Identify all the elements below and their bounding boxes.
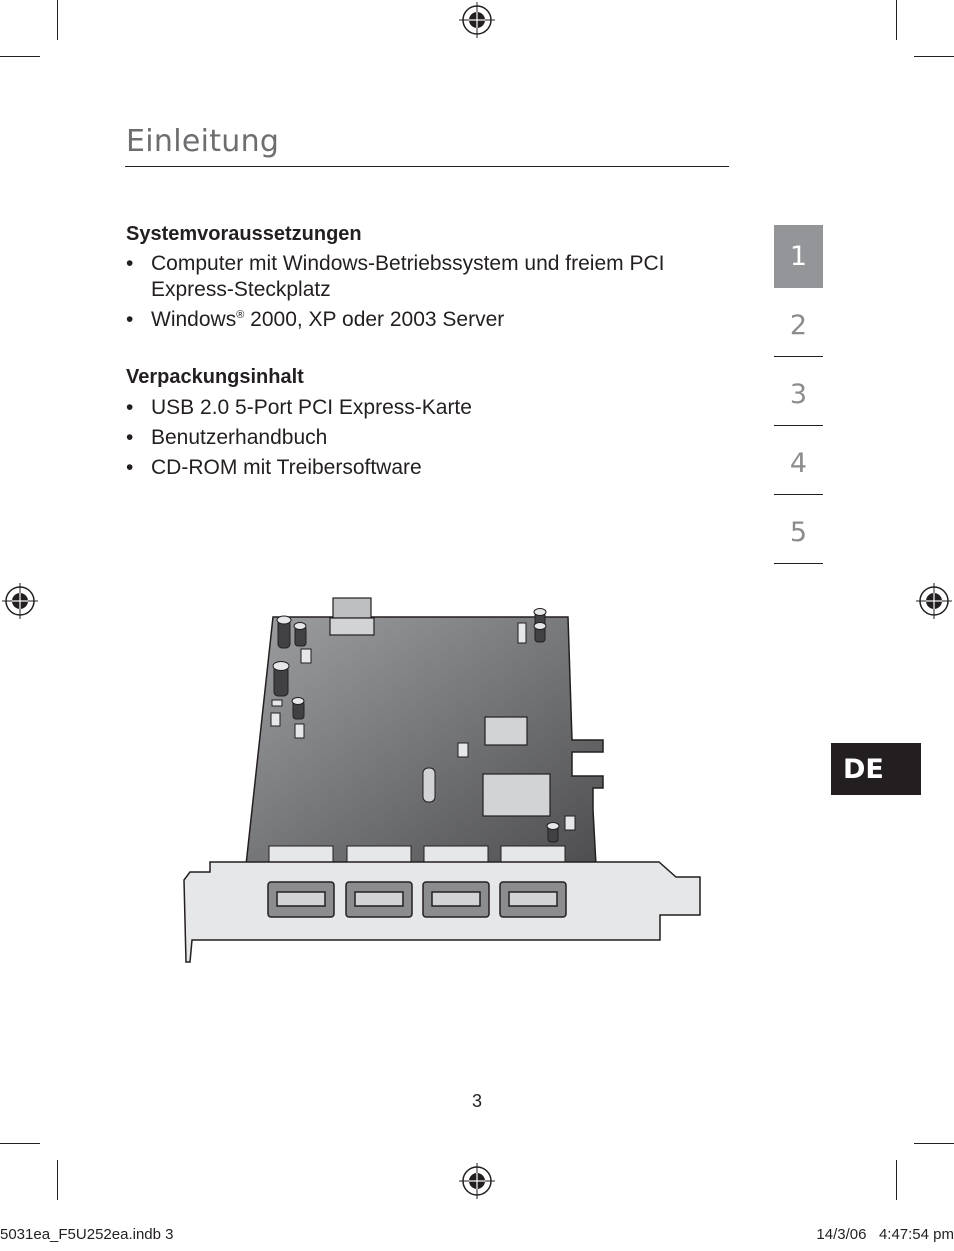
footer-timestamp: 14/3/06 4:47:54 pm <box>816 1226 954 1243</box>
crop-mark <box>914 1143 954 1144</box>
system-requirements-list <box>126 251 726 337</box>
pci-express-usb-card-illustration <box>180 590 710 970</box>
registration-mark-icon <box>459 1163 495 1199</box>
list-item: • USB 2.0 5-Port PCI Express-Karte <box>126 395 726 421</box>
registration-mark-icon <box>2 583 38 619</box>
registration-mark-icon <box>916 583 952 619</box>
section-heading-package-contents: Verpackungsinhalt <box>126 366 304 388</box>
chapter-tab-5[interactable]: 5 <box>774 501 823 564</box>
language-tab: DE <box>831 743 921 795</box>
list-item: • Computer mit Windows-Betriebssystem und freiem PCI Express-Steckplatz <box>126 251 726 303</box>
footer-file-name: 5031ea_F5U252ea.indb 3 <box>0 1226 174 1243</box>
registration-mark-icon <box>459 2 495 38</box>
crop-mark <box>896 0 897 40</box>
chapter-tab-4[interactable]: 4 <box>774 432 823 495</box>
list-item: • Benutzerhandbuch <box>126 425 726 451</box>
page-title: Einleitung <box>126 124 280 159</box>
list-item: • Windows® 2000, XP oder 2003 Server <box>126 307 726 333</box>
list-item: • CD-ROM mit Treibersoftware <box>126 455 726 481</box>
crop-mark <box>0 56 40 57</box>
chapter-tab-1[interactable]: 1 <box>774 225 823 288</box>
crop-mark <box>914 56 954 57</box>
section-heading-system-requirements: Systemvoraussetzungen <box>126 223 362 245</box>
registered-mark: ® <box>236 309 245 321</box>
page-number: 3 <box>471 1091 482 1111</box>
title-divider <box>125 166 729 167</box>
chapter-tab-3[interactable]: 3 <box>774 363 823 426</box>
crop-mark <box>57 0 58 40</box>
chapter-tab-2[interactable]: 2 <box>774 294 823 357</box>
crop-mark <box>0 1143 40 1144</box>
chapter-nav <box>774 225 823 570</box>
crop-mark <box>896 1160 897 1200</box>
crop-mark <box>57 1160 58 1200</box>
package-contents-list <box>126 395 726 485</box>
